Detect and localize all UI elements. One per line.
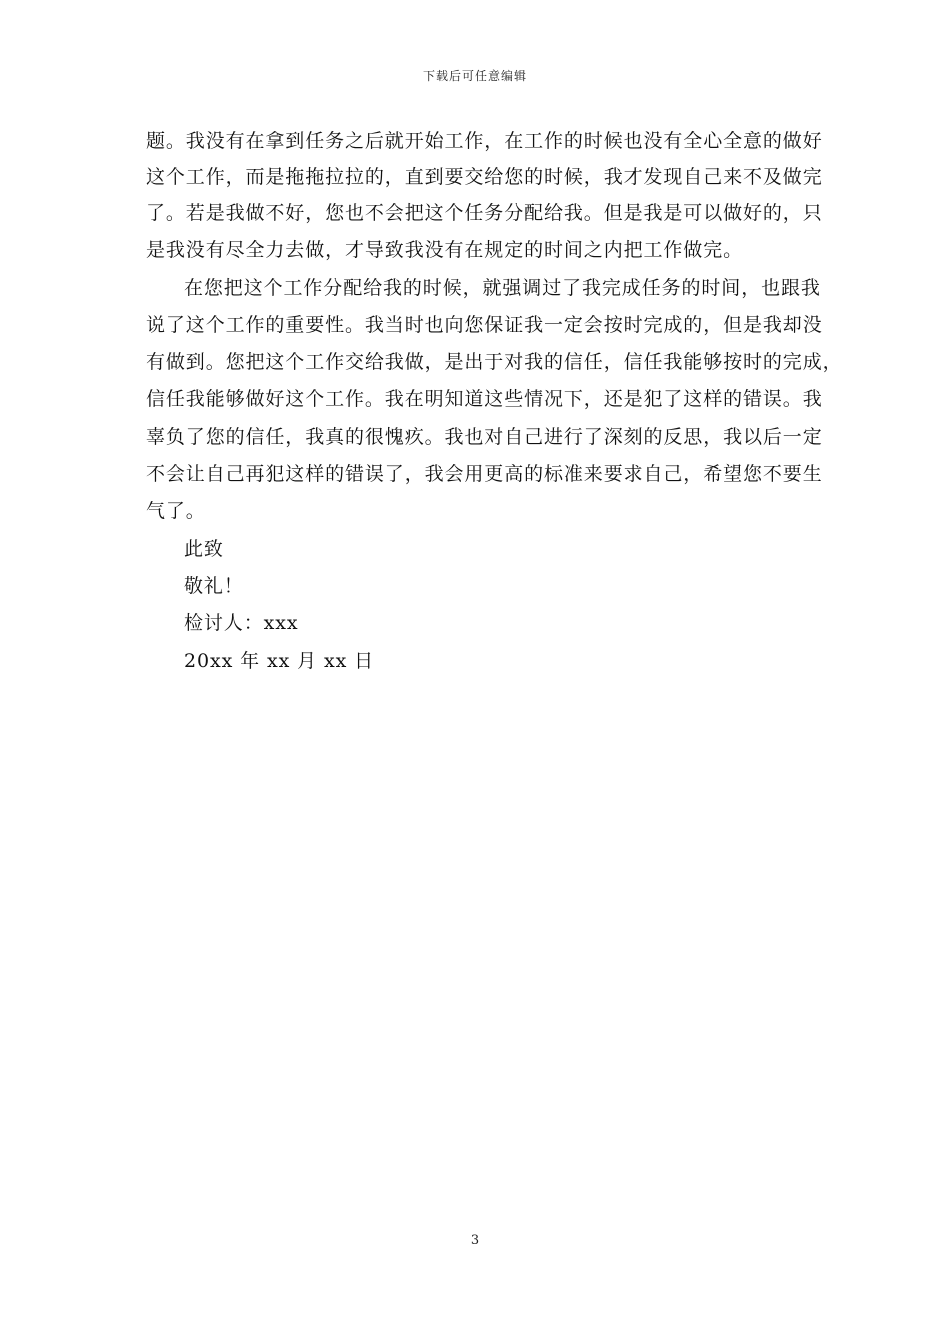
body-line: 是我没有尽全力去做，才导致我没有在规定的时间之内把工作做完。: [146, 239, 744, 261]
body-line: 在您把这个工作分配给我的时候，就强调过了我完成任务的时间，也跟我: [184, 277, 821, 299]
body-line: 不会让自己再犯这样的错误了，我会用更高的标准来要求自己，希望您不要生: [146, 463, 823, 485]
body-line: 有做到。您把这个工作交给我做，是出于对我的信任，信任我能够按时的完成，: [146, 351, 843, 373]
body-line: 辜负了您的信任，我真的很愧疚。我也对自己进行了深刻的反思，我以后一定: [146, 426, 823, 448]
closing-respect: 敬礼！: [184, 575, 244, 597]
body-line: 题。我没有在拿到任务之后就开始工作，在工作的时候也没有全心全意的做好: [146, 130, 823, 152]
body-line: 这个工作，而是拖拖拉拉的，直到要交给您的时候，我才发现自己来不及做完: [146, 166, 823, 188]
body-line: 信任我能够做好这个工作。我在明知道这些情况下，还是犯了这样的错误。我: [146, 388, 823, 410]
letter-date: 20xx 年 xx 月 xx 日: [184, 650, 375, 672]
body-line: 气了。: [146, 500, 206, 522]
body-line: 了。若是我做不好，您也不会把这个任务分配给我。但是我是可以做好的，只: [146, 202, 823, 224]
page-header: 下载后可任意编辑: [422, 69, 527, 83]
body-line: 说了这个工作的重要性。我当时也向您保证我一定会按时完成的，但是我却没: [146, 314, 823, 336]
page-number: 3: [470, 1233, 480, 1248]
signer-name: 检讨人：xxx: [184, 612, 299, 634]
closing-salutation: 此致: [184, 538, 224, 560]
